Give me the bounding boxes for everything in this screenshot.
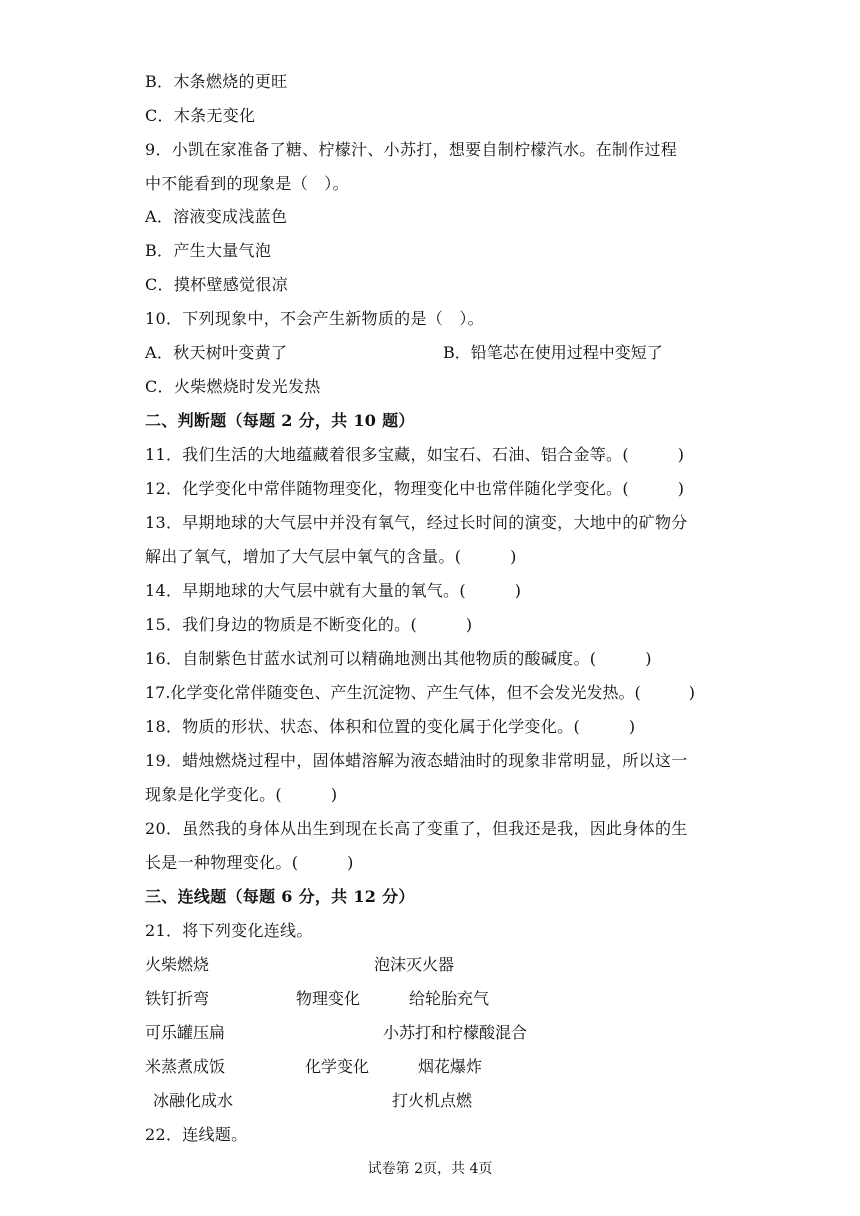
q18: 18．物质的形状、状态、体积和位置的变化属于化学变化。( )	[145, 717, 636, 736]
match-right-item: 烟花爆炸	[418, 1057, 483, 1076]
match-left-item: 冰融化成水	[153, 1091, 234, 1110]
match-right-item: 给轮胎充气	[409, 989, 490, 1008]
q15: 15．我们身边的物质是不断变化的。( )	[145, 615, 473, 634]
match-right-item: 打火机点燃	[392, 1091, 473, 1110]
q20-line1: 20．虽然我的身体从出生到现在长高了变重了，但我还是我，因此身体的生	[145, 819, 688, 838]
q14: 14．早期地球的大气层中就有大量的氧气。( )	[145, 581, 522, 600]
q10-option-b: B．铅笔芯在使用过程中变短了	[443, 343, 663, 362]
match-middle-item: 化学变化	[305, 1057, 370, 1076]
q9-option-b: B．产生大量气泡	[145, 241, 272, 260]
q8-option-c: C．木条无变化	[145, 106, 256, 125]
match-middle-item: 物理变化	[296, 989, 361, 1008]
q13-line1: 13．早期地球的大气层中并没有氧气，经过长时间的演变，大地中的矿物分	[145, 513, 688, 532]
q10-stem: 10．下列现象中，不会产生新物质的是（ ）。	[145, 309, 484, 328]
q11: 11．我们生活的大地蕴藏着很多宝藏，如宝石、石油、铝合金等。( )	[145, 445, 685, 464]
q9-stem-line2: 中不能看到的现象是（ ）。	[145, 174, 349, 193]
q12: 12．化学变化中常伴随物理变化，物理变化中也常伴随化学变化。( )	[145, 479, 685, 498]
page-footer: 试卷第 2页，共 4页	[367, 1161, 493, 1177]
q21-stem: 21．将下列变化连线。	[145, 921, 313, 940]
q13-line2: 解出了氧气，增加了大气层中氧气的含量。( )	[145, 547, 517, 566]
section-heading-matching: 三、连线题（每题 6 分，共 12 分）	[145, 887, 415, 906]
match-right-item: 小苏打和柠檬酸混合	[383, 1023, 528, 1042]
match-left-item: 米蒸煮成饭	[145, 1057, 226, 1076]
q9-stem-line1: 9．小凯在家准备了糖、柠檬汁、小苏打，想要自制柠檬汽水。在制作过程	[145, 140, 678, 159]
match-left-item: 可乐罐压扁	[145, 1023, 226, 1042]
q9-option-a: A．溶液变成浅蓝色	[145, 207, 288, 226]
q20-line2: 长是一种物理变化。( )	[145, 853, 354, 872]
q16: 16．自制紫色甘蓝水试剂可以精确地测出其他物质的酸碱度。( )	[145, 649, 652, 668]
q17: 17.化学变化常伴随变色、产生沉淀物、产生气体，但不会发光发热。( )	[145, 683, 695, 702]
q10-option-a: A．秋天树叶变黄了	[145, 343, 288, 362]
match-right-item: 泡沫灭火器	[374, 955, 455, 974]
q10-option-c: C．火柴燃烧时发光发热	[145, 377, 321, 396]
q19-line2: 现象是化学变化。( )	[145, 785, 338, 804]
q22-stem: 22．连线题。	[145, 1125, 248, 1144]
q19-line1: 19．蜡烛燃烧过程中，固体蜡溶解为液态蜡油时的现象非常明显，所以这一	[145, 751, 688, 770]
section-heading-judgement: 二、判断题（每题 2 分，共 10 题）	[145, 411, 415, 430]
match-left-item: 铁钉折弯	[145, 989, 210, 1008]
q9-option-c: C．摸杯壁感觉很凉	[145, 275, 288, 294]
q8-option-b: B．木条燃烧的更旺	[145, 72, 288, 91]
match-left-item: 火柴燃烧	[145, 955, 210, 974]
